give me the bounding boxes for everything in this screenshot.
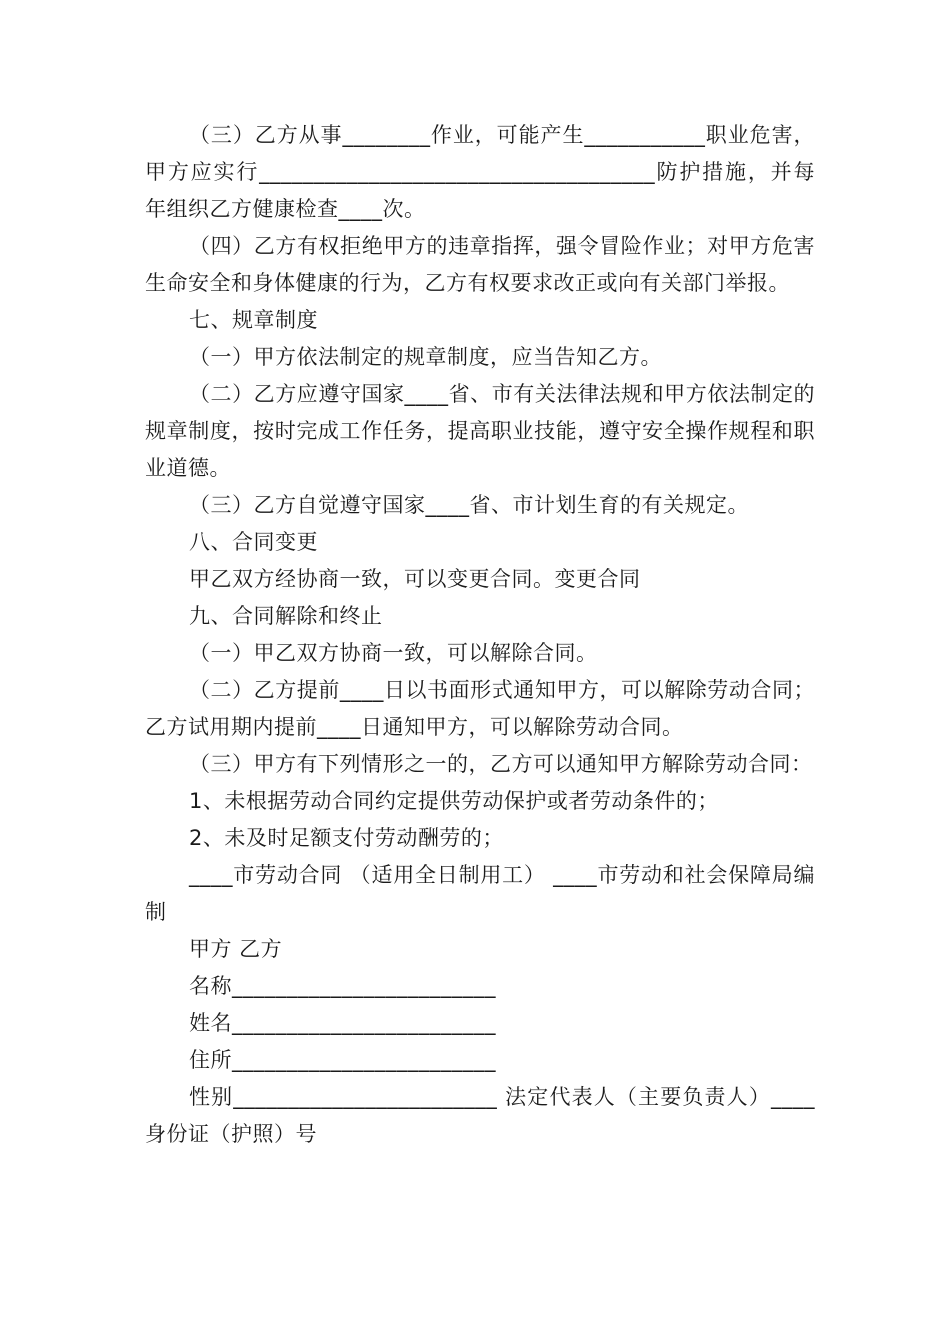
section-heading-change: 八、合同变更 [189,530,318,554]
section-heading-termination: 九、合同解除和终止 [189,604,383,628]
paragraph-protection-measures: （三）乙方从事________作业，可能产生___________职业危害，甲方应实行____________________________________防护措施，并每年组织乙方健康检查____次。 [145,123,815,221]
section-heading-rules: 七、规章制度 [189,308,318,332]
field-name: 名称________________________ [189,974,496,998]
paragraph-family-planning: （三）乙方自觉遵守国家____省、市计划生育的有关规定。 [189,493,749,517]
paragraph-mutual-termination: （一）甲乙双方协商一致，可以解除合同。 [189,641,598,665]
field-full-name: 姓名________________________ [189,1011,496,1035]
paragraph-rules-inform: （一）甲方依法制定的规章制度，应当告知乙方。 [189,345,662,369]
paragraph-contract-title: ____市劳动合同 （适用全日制用工） ____市劳动和社会保障局编制 [145,863,815,924]
document-page [145,117,815,1153]
list-item-payment: 2、未及时足额支付劳动酬劳的； [189,826,504,850]
paragraph-notice-termination: （二）乙方提前____日以书面形式通知甲方，可以解除劳动合同；乙方试用期内提前____日通知甲方，可以解除劳动合同。 [145,678,815,739]
paragraph-change-contract: 甲乙双方经协商一致，可以变更合同。变更合同 [189,567,641,591]
paragraph-employer-conditions: （三）甲方有下列情形之一的，乙方可以通知甲方解除劳动合同： [189,752,813,776]
party-labels: 甲方 乙方 [189,937,283,961]
field-gender-representative: 性别________________________ 法定代表人（主要负责人）____ 身份证（护照）号 [145,1085,815,1146]
field-address: 住所________________________ [189,1048,496,1072]
paragraph-rules-comply: （二）乙方应遵守国家____省、市有关法律法规和甲方依法制定的规章制度，按时完成工作任务，提高职业技能，遵守安全操作规程和职业道德。 [145,382,815,480]
paragraph-refuse-orders: （四）乙方有权拒绝甲方的违章指挥，强令冒险作业；对甲方危害生命安全和身体健康的行为，乙方有权要求改正或向有关部门举报。 [145,234,815,295]
list-item-protection: 1、未根据劳动合同约定提供劳动保护或者劳动条件的； [189,789,719,813]
